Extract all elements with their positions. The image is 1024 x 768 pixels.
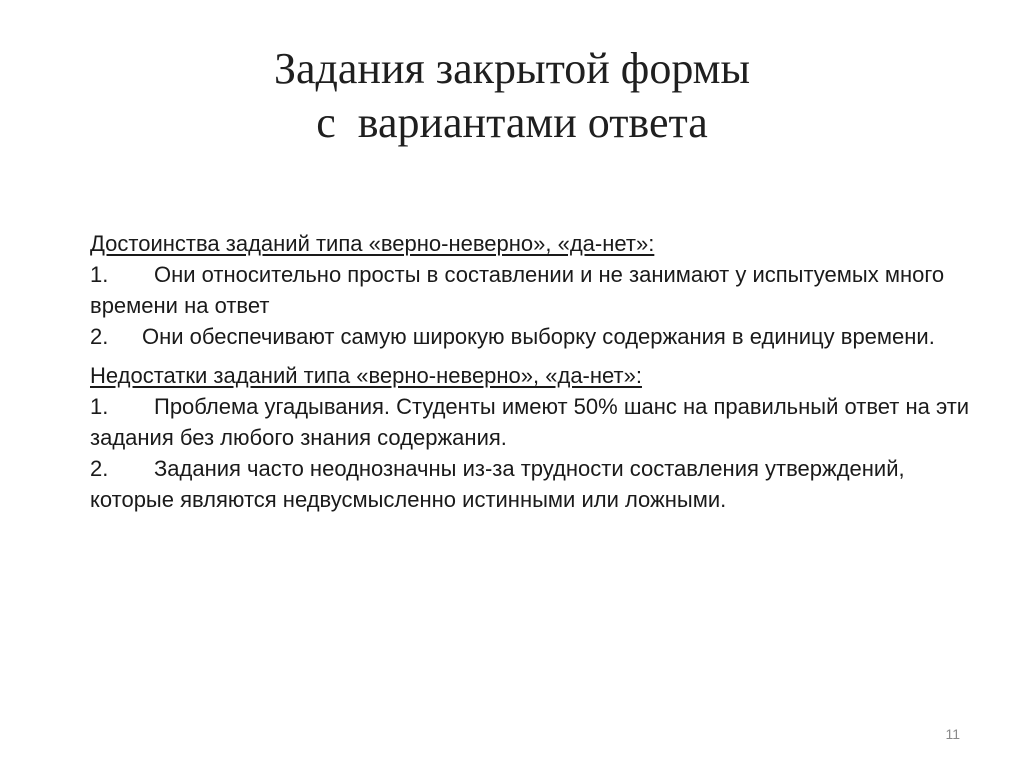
disadvantages-section <box>90 360 970 515</box>
slide-title-line-2: с вариантами ответа <box>316 98 708 147</box>
disadvantages-heading: Недостатки заданий типа «верно-неверно», «да-нет»: <box>90 363 642 388</box>
advantages-section <box>90 228 970 352</box>
disadvantages-item-2-number: 2. <box>90 456 109 481</box>
advantages-item-1-text: Они относительно просты в составлении и не занимают у испытуемых много времени на ответ <box>90 262 945 318</box>
advantages-item-1 <box>90 259 970 321</box>
slide-content <box>90 228 970 515</box>
disadvantages-item-1 <box>90 391 970 453</box>
advantages-item-2 <box>90 321 970 352</box>
page-number: 11 <box>945 726 960 742</box>
slide-title <box>0 42 1024 150</box>
slide-title-line-1: Задания закрытой формы <box>273 44 751 93</box>
advantages-heading: Достоинства заданий типа «верно-неверно», «да-нет»: <box>90 231 655 256</box>
disadvantages-item-2-text: Задания часто неоднозначны из-за трудности составления утверждений, которые являются недвусмысленно истинными или ложными. <box>90 456 905 512</box>
advantages-item-2-number: 2. <box>90 324 109 349</box>
disadvantages-item-2 <box>90 453 970 515</box>
advantages-item-1-number: 1. <box>90 262 109 287</box>
disadvantages-item-1-number: 1. <box>90 394 109 419</box>
disadvantages-item-1-text: Проблема угадывания. Студенты имеют 50% шанс на правильный ответ на эти задания без любого знания содержания. <box>90 394 970 450</box>
advantages-item-2-text: Они обеспечивают самую широкую выборку содержания в единицу времени. <box>142 324 935 349</box>
